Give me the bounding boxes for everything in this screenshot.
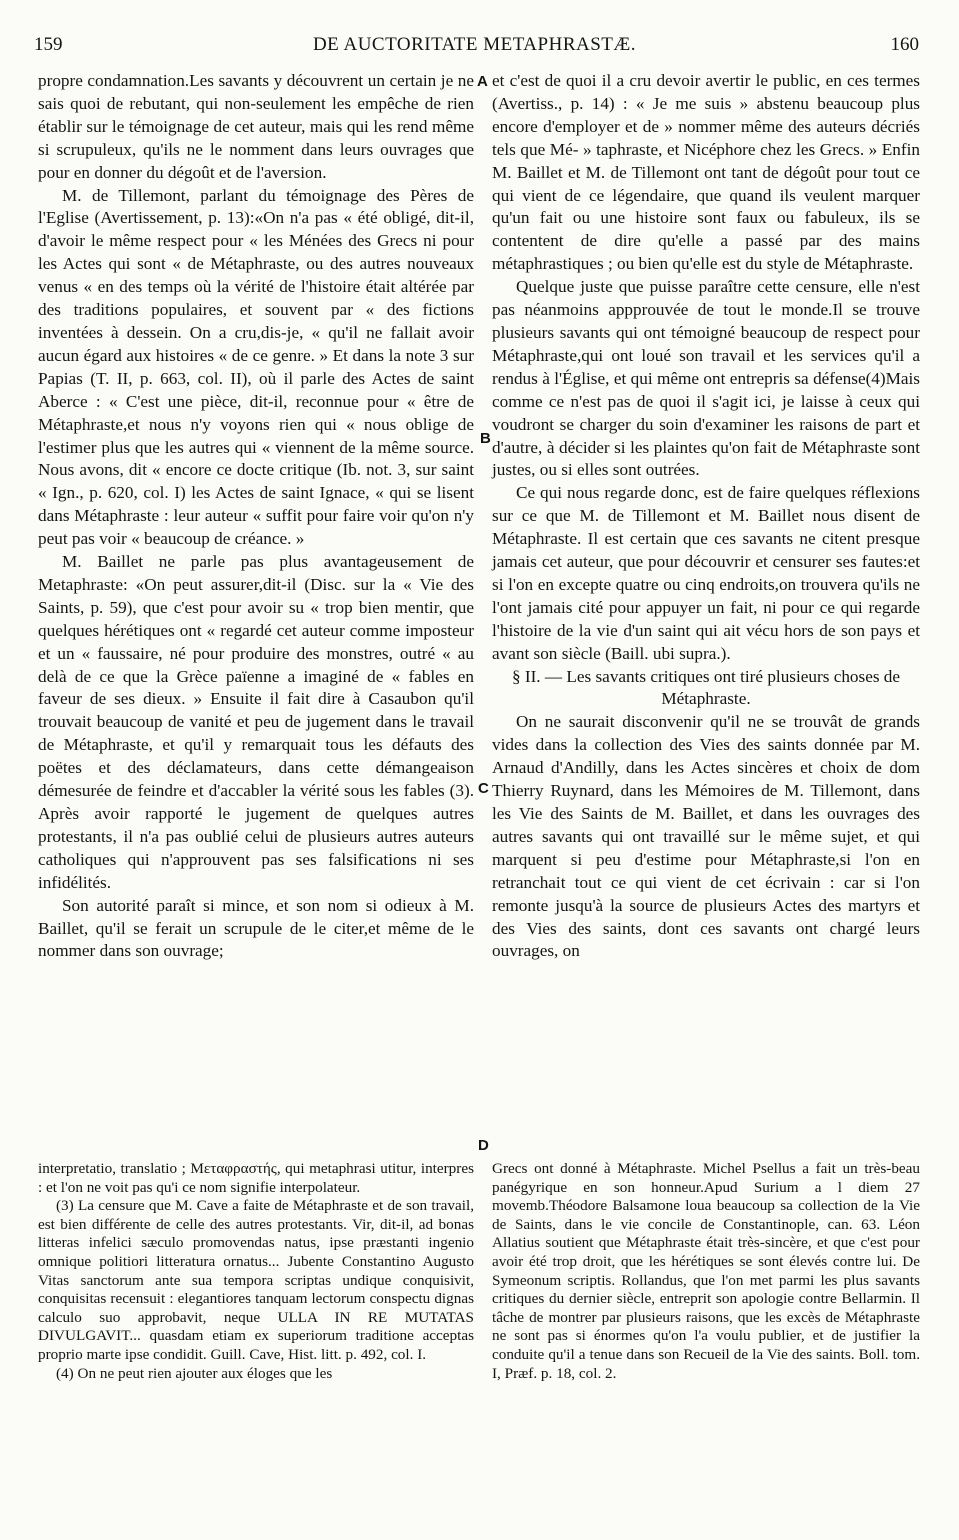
footnote-4-continuation: Grecs ont donné à Métaphraste. Michel Psellus a fait un très-beau panégyrique en son honneur.Apud Surium a l diem 27 movemb.Théodore Balsamone loua beaucoup sa collection de la Vie de Saints, dans le vie concile de Constantinople, can. 63. Léon Allatius soutient que Métaphraste était très-sincère, et que c'est pour avoir été trop droit, que les hérétiques se sont élevés contre lui. De Symeonum scriptis. Rollandus, que l'on met parmi les plus savants critiques du dernier siècle, entreprit son apologie contre Bellarmin. Il tâche de montrer par plusieurs raisons, que les excès de Métaphraste ne sont pas si énormes qu'on l'a voulu publier, et de justifier la conduite qu'il a tenue dans son Recueil de la Vie des saints. Boll. tom. I, Præf. p. 18, col. 2. [492, 1160, 920, 1382]
right-paragraph-3: Ce qui nous regarde donc, est de faire quelques réflexions sur ce que M. de Tillemont et M. Baillet nous disent de Métaphraste. Il est certain que ces savants ne citent presque jamais cet auteur, que pour découvrir et censurer ses fautes:et si l'on en excepte quatre ou cinq endroits,on trouvera qu'ils ne l'ont jamais cité pour appuyer un fait, ni pour ce qui regarde l'histoire de la vie d'un saint qui ait vécu hors de son pays et avant son siècle (Baill. ubi supra.). [492, 483, 920, 663]
footnote-3: (3) La censure que M. Cave a faite de Métaphraste et de son travail, est bien différente de celle des autres protestants. Vir, dit-il, ad bonas litteras infelici sæculo promovendas natus, ipse præstanti ingenio omnique politiori litteratura ornatus... Jubente Constantino Augusto Vitas sanctorum ante sua tempora scriptas undique conquisivit, conquisitas recensuit : elegantiores tanquam lectorum conspectu dignas calculo suo approbavit, neque ULLA IN RE MUTATAS DIVULGAVIT... quasdam etiam ex superiorum traditione acceptas proprio marte ipse condidit. Guill. Cave, Hist. litt. p. 492, col. I. [38, 1197, 474, 1363]
margin-marker-d: D [478, 1137, 489, 1154]
right-paragraph-1: et c'est de quoi il a cru devoir avertir le public, en ces termes (Avertiss., p. 14) : « Je me suis » abstenu beaucoup plus encore d'employer et de » nommer même des auteurs décriés tels que Mé- » taphraste, et Nicéphore chez les Grecs. » Enfin M. Baillet et M. de Tillemont ont tant de dégoût pour tout ce qui vient de ce légendaire, que quand ils veulent marquer qu'un fait ou une histoire sont faux ou fabuleux, ils se contentent de dire qu'elle a passé par des mains métaphrastiques ; ou bien qu'elle est du style de Métaphraste. [492, 71, 920, 274]
footnotes-left [38, 1160, 474, 1383]
left-paragraph-1: propre condamnation.Les savants y découvrent un certain je ne sais quoi de rebutant, qui non-seulement les empêche de rien établir sur le témoignage de cet auteur, mais qui les rend même si scrupuleux, qu'ils ne le nomment dans leurs ouvrages que pour en donner du dégoût et de l'aversion. [38, 71, 474, 182]
left-column [38, 70, 474, 963]
margin-marker-b: B [480, 430, 491, 447]
left-paragraph-3: M. Baillet ne parle pas plus avantageusement de Metaphraste: «On peut assurer,dit-il (Disc. sur la « Vie des Saints, p. 59), que c'est pour avoir su « trop bien mentir, que quelques hérétiques ont « regardé cet auteur comme imposteur et un « faussaire, né pour produire des monstres, outré « au delà de ce que la Grèce païenne a imaginé de « fables en faveur de ses dieux. » Ensuite il fait dire à Casaubon qu'il trouvait beaucoup de vanité et peu de jugement dans le travail de Métaphraste, et qu'il y remarquait tous les défauts des poëtes et des déclamateurs, dans cette démangeaison démesurée de feindre et d'accabler la vérité sous les fables (3). Après avoir rapporté le jugement de quelques autres protestants, il n'a pas oublié celui de plusieurs autres auteurs catholiques qui n'approuvent pas ses falsifications ni ses infidélités. [38, 552, 474, 892]
page-number-right: 160 [890, 34, 919, 55]
right-column [492, 70, 920, 963]
page-number-left: 159 [34, 34, 63, 55]
page-header [30, 34, 919, 64]
section-heading: § II. — Les savants critiques ont tiré plusieurs choses de Métaphraste. [511, 666, 901, 709]
running-title: DE AUCTORITATE METAPHRASTÆ. [312, 34, 637, 55]
right-paragraph-2: Quelque juste que puisse paraître cette censure, elle n'est pas néanmoins appprouvée de tout le monde.Il se trouve plusieurs savants qui ont témoigné beaucoup de respect pour Métaphraste,qui ont loué son travail et les services qu'il a rendus à l'Église, et qui même ont entrepris sa défense(4)Mais comme ce n'est pas de quoi il s'agit ici, je laisse à ceux qui voudront se charger du soin d'examiner les raisons de part et d'autre, à décider si les plaintes qu'on fait de Métaphraste sont justes, ou si elles sont outrées. [492, 277, 920, 480]
footnote-4-start: (4) On ne peut rien ajouter aux éloges que les [56, 1364, 333, 1382]
left-paragraph-2: M. de Tillemont, parlant du témoignage des Pères de l'Eglise (Avertissement, p. 13):«On n'a pas « été obligé, dit-il, d'avoir le même respect pour « les Ménées des Grecs ni pour les Actes qui sont « de Métaphraste, ou des autres nouveaux venus « en des temps où la vérité de l'histoire était altérée par des traditions populaires, et souvent par « des fictions inventées à dessein. On a cru,dis-je, « qu'il ne fallait avoir aucun égard aux histoires « de ce genre. » Et dans la note 3 sur Papias (T. II, p. 663, col. II), où il parle des Actes de saint Aberce : « C'est une pièce, dit-il, reconnue pour « être de Métaphraste,et nous n'y voyons rien qui « nous oblige de l'estimer plus que les autres qui « viennent de la même source. Nous avons, dit « encore ce docte critique (Ib. not. 3, sur saint « Ign., p. 620, col. I) les Actes de saint Ignace, « qui se lisent dans Métaphraste : leur auteur « suffit pour faire voir qu'on n'y peut pas voir « beaucoup de créance. » [38, 185, 474, 549]
margin-marker-a: A [477, 73, 488, 90]
footnote-continuation: interpretatio, translatio ; Μεταφραστής, qui metaphrasi utitur, interpres : et l'on ne voit pas qu'i ce nom signifie interpolateur. [38, 1160, 474, 1196]
footnotes-right [492, 1160, 920, 1383]
margin-marker-c: C [478, 780, 489, 797]
left-paragraph-4: Son autorité paraît si mince, et son nom si odieux à M. Baillet, qu'il se ferait un scrupule de le citer,et même de le nommer dans son ouvrage; [38, 895, 474, 961]
right-paragraph-4: On ne saurait disconvenir qu'il ne se trouvât de grands vides dans la collection des Vies des saints donnée par M. Arnaud d'Andilly, dans les Actes sincères et choix de dom Thierry Ruynard, dans les Mémoires de M. Tillemont, dans les Vie des Saints de M. Baillet, et dans les ouvrages des autres savants qui ont travaillé sur le même sujet, et qui marquent si peu d'estime pour Métaphraste,si l'on en retranchait tout ce qui vient de cet écrivain : car si l'on remonte jusqu'à la source de plusieurs Actes des martyrs et des Vies des saints, dont ces savants ont chargé leurs ouvrages, on [492, 712, 920, 961]
